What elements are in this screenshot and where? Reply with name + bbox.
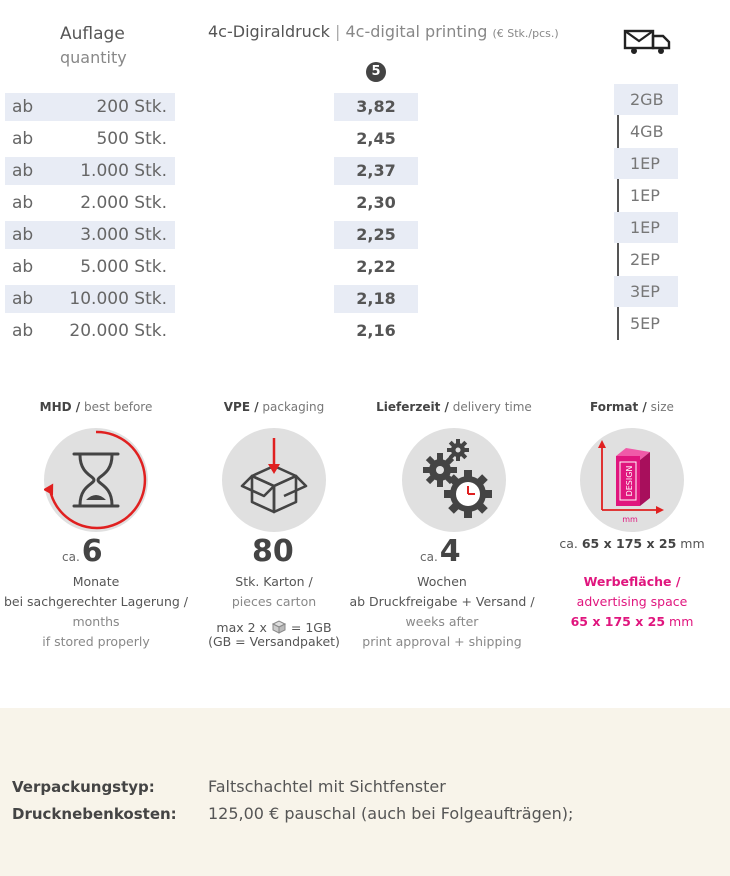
print-costs-value: 125,00 € pauschal (auch bei Folgeaufträgen); xyxy=(208,804,574,823)
packaging-type-value: Faltschachtel mit Sichtfenster xyxy=(208,777,446,796)
row-prefix: ab xyxy=(12,193,34,213)
row-quantity: 5.000 Stk. xyxy=(80,257,167,277)
print-header-separator: | xyxy=(334,22,341,41)
row-quantity: 200 Stk. xyxy=(96,97,167,117)
row-price: 2,37 xyxy=(356,161,396,180)
delivery-value: ca.4 xyxy=(420,534,461,569)
row-prefix: ab xyxy=(12,129,34,149)
shipping-unit: 3EP xyxy=(614,276,678,307)
row-quantity: 20.000 Stk. xyxy=(69,321,167,341)
row-price: 2,25 xyxy=(356,225,396,244)
design-label: DESIGN xyxy=(625,465,634,497)
hourglass-icon xyxy=(44,428,148,532)
row-prefix: ab xyxy=(12,289,34,309)
vpe-title: VPE / packaging xyxy=(223,400,325,414)
vpe-description: Stk. Karton / pieces carton xyxy=(231,574,317,609)
quantity-header-en: quantity xyxy=(60,48,127,67)
print-header-en: 4c-digital printing xyxy=(345,22,488,41)
row-quantity: 3.000 Stk. xyxy=(80,225,167,245)
vpe-shipping-note: max 2 x = 1GB (GB = Versandpaket) xyxy=(208,620,340,649)
shipping-unit: 1EP xyxy=(614,148,678,179)
row-prefix: ab xyxy=(12,97,34,117)
truck-icon xyxy=(622,28,674,56)
row-price: 2,30 xyxy=(356,193,396,212)
mhd-title: MHD / best before xyxy=(39,400,153,414)
quantity-header xyxy=(60,24,160,67)
row-price: 2,22 xyxy=(356,257,396,276)
delivery-description: Wochen ab Druckfreigabe + Versand / weeks after print approval + shipping xyxy=(349,574,535,649)
print-costs-label: Drucknebenkosten: xyxy=(12,805,177,823)
row-prefix: ab xyxy=(12,225,34,245)
quantity-header-de: Auflage xyxy=(60,24,125,44)
mhd-description: Monate bei sachgerechter Lagerung / months if stored properly xyxy=(3,574,189,649)
shipping-unit: 1EP xyxy=(630,186,660,205)
print-header-unit: (€ Stk./pcs.) xyxy=(492,27,559,40)
info-panel xyxy=(0,708,730,876)
row-prefix: ab xyxy=(12,257,34,277)
shipping-unit: 5EP xyxy=(630,314,660,333)
row-quantity: 500 Stk. xyxy=(96,129,167,149)
mini-box-icon xyxy=(271,620,287,634)
advertising-space: Werbefläche / advertising space 65 x 175 x 25 mm xyxy=(570,574,694,629)
print-header xyxy=(208,22,559,41)
design-box-icon xyxy=(580,428,684,532)
column-number-badge: 5 xyxy=(366,62,386,82)
row-quantity: 2.000 Stk. xyxy=(80,193,167,213)
shipping-unit: 4GB xyxy=(630,122,664,141)
shipping-unit: 1EP xyxy=(614,212,678,243)
row-quantity: 10.000 Stk. xyxy=(69,289,167,309)
row-price: 2,16 xyxy=(356,321,396,340)
row-prefix: ab xyxy=(12,321,34,341)
row-quantity: 1.000 Stk. xyxy=(80,161,167,181)
shipping-unit: 2GB xyxy=(614,84,678,115)
row-price: 2,18 xyxy=(356,289,396,308)
gears-clock-icon xyxy=(402,428,506,532)
row-price: 2,45 xyxy=(356,129,396,148)
shipping-unit: 2EP xyxy=(630,250,660,269)
vpe-value: 80 xyxy=(252,534,294,569)
delivery-title: Lieferzeit / delivery time xyxy=(376,400,532,414)
mhd-value: ca.6 xyxy=(62,534,103,569)
print-header-de: 4c-Digiraldruck xyxy=(208,22,330,41)
box-icon xyxy=(222,428,326,532)
format-size: ca. 65 x 175 x 25 mm xyxy=(559,536,705,551)
packaging-type-label: Verpackungstyp: xyxy=(12,778,155,796)
format-title: Format / size xyxy=(590,400,674,414)
row-price: 3,82 xyxy=(356,97,396,116)
row-prefix: ab xyxy=(12,161,34,181)
mm-label: mm xyxy=(622,515,638,524)
